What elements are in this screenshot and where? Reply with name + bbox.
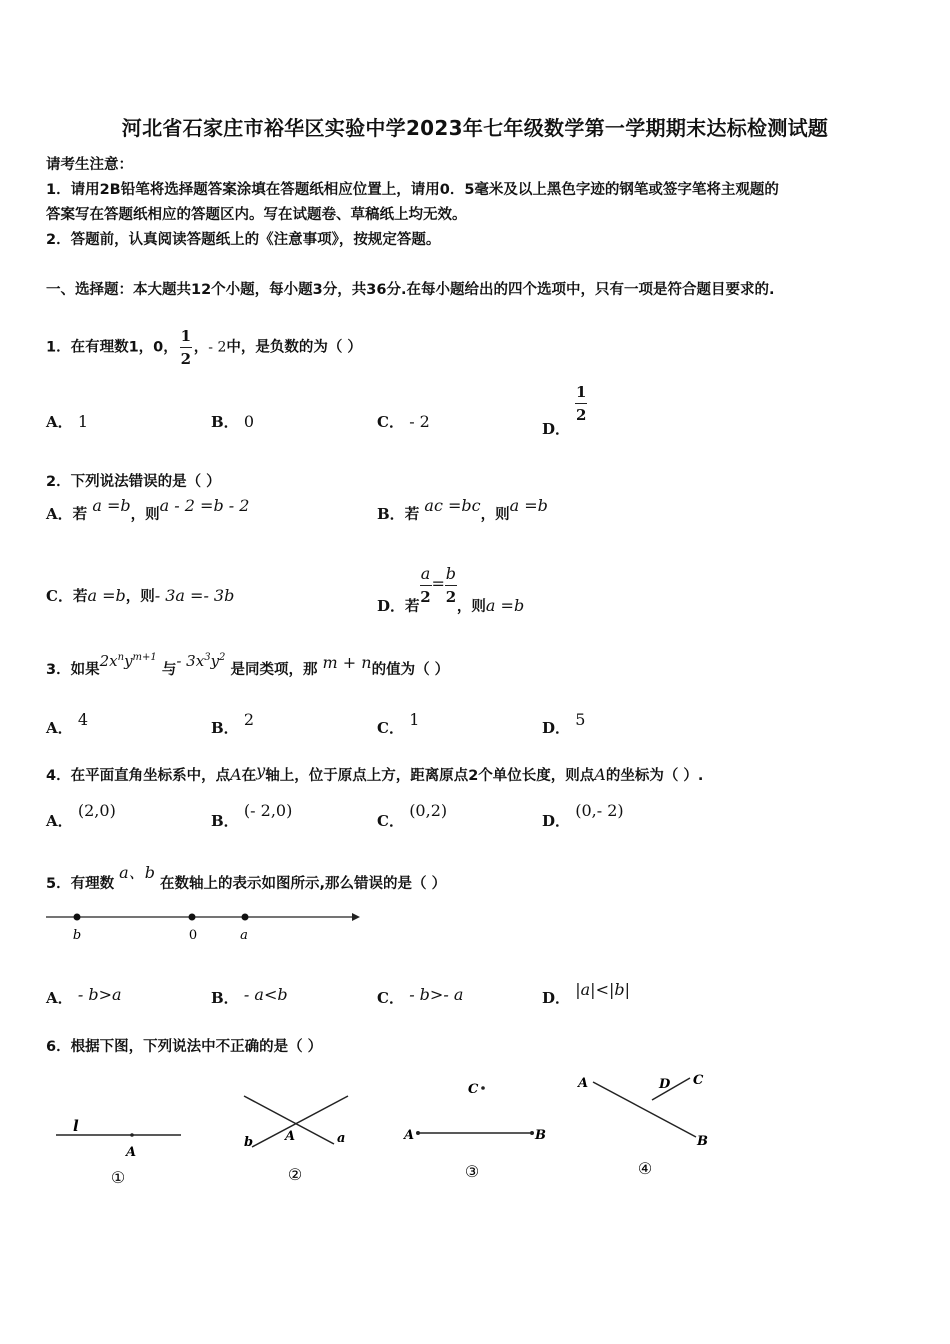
q5-stem: 5．有理数 a、b 在数轴上的表示如图所示,那么错误的是（ ） (46, 863, 447, 892)
q4-option-c[interactable]: C． (0,2) (377, 801, 448, 830)
q4-option-a[interactable]: A． (2,0) (46, 801, 116, 830)
fig1-number: ① (110, 1168, 126, 1187)
notice-line-1b: 答案写在答题纸相应的答题区内。写在试题卷、草稿纸上均无效。 (46, 207, 467, 223)
fig4-line-dc (652, 1078, 690, 1100)
fig3-label-b: B (535, 1128, 546, 1143)
fig2-label-a-point: A (285, 1129, 296, 1144)
q5-option-b[interactable]: B． - a<b (211, 985, 288, 1007)
label-0: 0 (188, 928, 198, 943)
q2-option-d[interactable]: D．若 $\frac{a}{2}$ = $\frac{b}{2}$ ，则a =b (377, 564, 525, 615)
fig3-point-c (481, 1086, 485, 1090)
notice-line-2: 2．答题前，认真阅读答题纸上的《注意事项》，按规定答题。 (46, 232, 441, 248)
fig2-line-b (252, 1096, 348, 1147)
fig4-label-a: A (578, 1076, 589, 1091)
q3-stem: 3．如果$2x^ny^{m+1}$ 与- $3x^3y^2$ 是同类项，那 m + n的值为（ ） (46, 652, 450, 678)
figure-3 (402, 1082, 546, 1181)
q1-stem: 1．在有理数1，0， $\frac{1}{2}$ ，- 2中，是负数的为（ ） (46, 327, 362, 368)
fig4-label-c: C (693, 1073, 704, 1088)
q1-option-b[interactable]: B． 0 (211, 412, 255, 431)
point-0 (189, 914, 196, 921)
fig2-label-a-line: a (337, 1131, 346, 1146)
q3-option-b[interactable]: B． 2 (211, 710, 255, 737)
fig3-point-a (416, 1131, 420, 1135)
q1-option-c[interactable]: C． - 2 (377, 412, 430, 431)
q1-option-a[interactable]: A． 1 (46, 412, 89, 431)
q3-option-a[interactable]: A． 4 (46, 710, 89, 737)
fig4-label-b: B (697, 1134, 708, 1149)
fig2-number: ② (287, 1165, 303, 1184)
fig3-label-c: C (468, 1082, 479, 1097)
fig1-point-a (130, 1133, 134, 1137)
fig1-label-a: A (126, 1145, 137, 1160)
fig3-label-a: A (404, 1128, 415, 1143)
q4-option-d[interactable]: D． (0,- 2) (542, 801, 624, 830)
q2-option-c[interactable]: C．若a =b，则- 3a =- 3b (46, 586, 235, 605)
q6-figures (40, 1065, 740, 1195)
q4-option-b[interactable]: B． (- 2,0) (211, 801, 293, 830)
q4-stem: 4．在平面直角坐标系中，点A在y轴上，位于原点上方，距离原点2个单位长度，则点A的坐标为（ ）. (46, 761, 704, 784)
q2-option-a[interactable]: A．若 a =b，则a - 2 =b - 2 (46, 496, 250, 523)
fig4-number: ④ (637, 1159, 653, 1178)
label-b: b (72, 928, 82, 943)
fig1-label-l: l (73, 1117, 79, 1135)
q3-option-d[interactable]: D． 5 (542, 710, 586, 737)
q5-option-a[interactable]: A． - b>a (46, 985, 122, 1007)
fig3-point-b (530, 1131, 534, 1135)
figure-2 (244, 1096, 348, 1184)
q1-option-d[interactable]: D． $\frac{1}{2}$ (542, 383, 587, 438)
point-a (242, 914, 249, 921)
fig3-number: ③ (464, 1162, 480, 1181)
notice-line-1a: 1．请用2B铅笔将选择题答案涂填在答题纸相应位置上，请用0．5毫米及以上黑色字迹的钢笔或签字笔将主观题的 (46, 182, 779, 198)
q5-number-line (40, 905, 370, 945)
section-heading: 一、选择题：本大题共12个小题，每小题3分，共36分.在每小题给出的四个选项中，只有一项是符合题目要求的. (46, 282, 775, 298)
notice-heading: 请考生注意： (46, 157, 133, 173)
q3-option-c[interactable]: C． 1 (377, 710, 420, 737)
q6-stem: 6．根据下图，下列说法中不正确的是（ ） (46, 1039, 323, 1055)
point-b (74, 914, 81, 921)
figure-1 (56, 1117, 181, 1187)
figure-4 (576, 1073, 708, 1178)
fig4-line-ab (593, 1082, 696, 1137)
q2-option-b[interactable]: B．若 ac =bc，则a =b (377, 496, 548, 523)
q1-half: $\frac{1}{2}$ (180, 327, 191, 368)
label-a: a (240, 928, 248, 943)
fig4-label-d: D (659, 1077, 671, 1092)
fig2-label-b: b (244, 1135, 254, 1150)
page-title: 河北省石家庄市裕华区实验中学2023年七年级数学第一学期期末达标检测试题 (121, 116, 829, 140)
q5-option-c[interactable]: C． - b>- a (377, 985, 464, 1007)
q2-stem: 2．下列说法错误的是（ ） (46, 474, 221, 490)
q5-option-d[interactable]: D． |a|<|b| (542, 980, 630, 1007)
number-line-arrow (352, 913, 360, 921)
